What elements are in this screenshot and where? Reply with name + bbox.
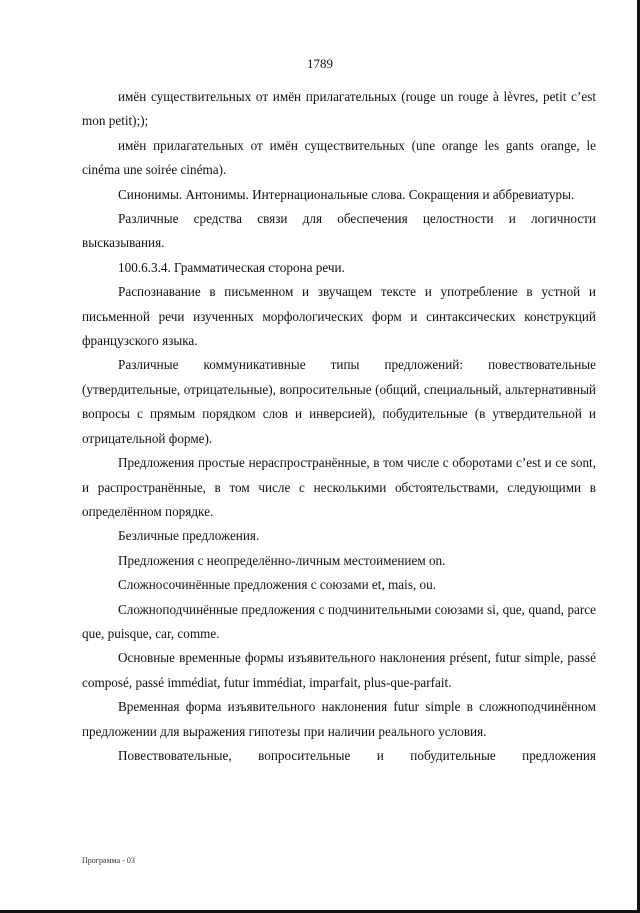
section-heading: 100.6.3.4. Грамматическая сторона речи. [118,259,345,275]
paragraph: Распознавание в письменном и звучащем тексте и употребление в устной и письменной речи изученных морфологических форм и синтаксических конструкций французского языка. [82,284,596,349]
footer-label: Программа - 03 [82,856,135,865]
paragraph: Сложноподчинённые предложения с подчинительными союзами si, que, quand, parce que, puisque, car, comme. [82,601,596,641]
paragraph: Различные средства связи для обеспечения целостности и логичности высказывания. [82,211,596,251]
paragraph: имён прилагательных от имён существительных (une orange les gants orange, le cinéma une soirée cinéma). [82,137,596,178]
paragraph: Сложносочинённые предложения с союзами et, mais, ou. [118,577,437,593]
paragraph: Повествовательные, вопросительные и побудительные предложения [118,747,596,763]
paragraph: Безличные предложения. [118,528,260,544]
paragraph: Синонимы. Антонимы. Интернациональные слова. Сокращения и аббревиатуры. [118,186,575,202]
page-number: 1789 [307,56,333,71]
paragraph: Предложения простые нераспространённые, в том числе с оборотами c’est и ce sont, и распространённые, в том числе с несколькими обстоятельствами, следующими в определённом порядке. [82,455,596,519]
paragraph: Предложения с неопределённо-личным местоимением on. [118,552,446,568]
paragraph: Временная форма изъявительного наклонения futur simple в сложноподчинённом предложении для выражения гипотезы при наличии реального условия. [82,699,596,739]
body-text [82,85,596,768]
paragraph: имён существительных от имён прилагательных (rouge un rouge à lèvres, petit c’est mon petit);); [82,89,596,129]
paragraph: Основные временные формы изъявительного наклонения présent, futur simple, passé composé, passé immédiat, futur immédiat, imparfait, plus-que-parfait. [82,650,596,690]
paragraph: Различные коммуникативные типы предложений: повествовательные (утвердительные, отрицательные), вопросительные (общий, специальный, альтернативный вопросы с прямым порядком слов и инверсией), побудительные (в утвердительной и отрицательной форме). [82,357,596,446]
